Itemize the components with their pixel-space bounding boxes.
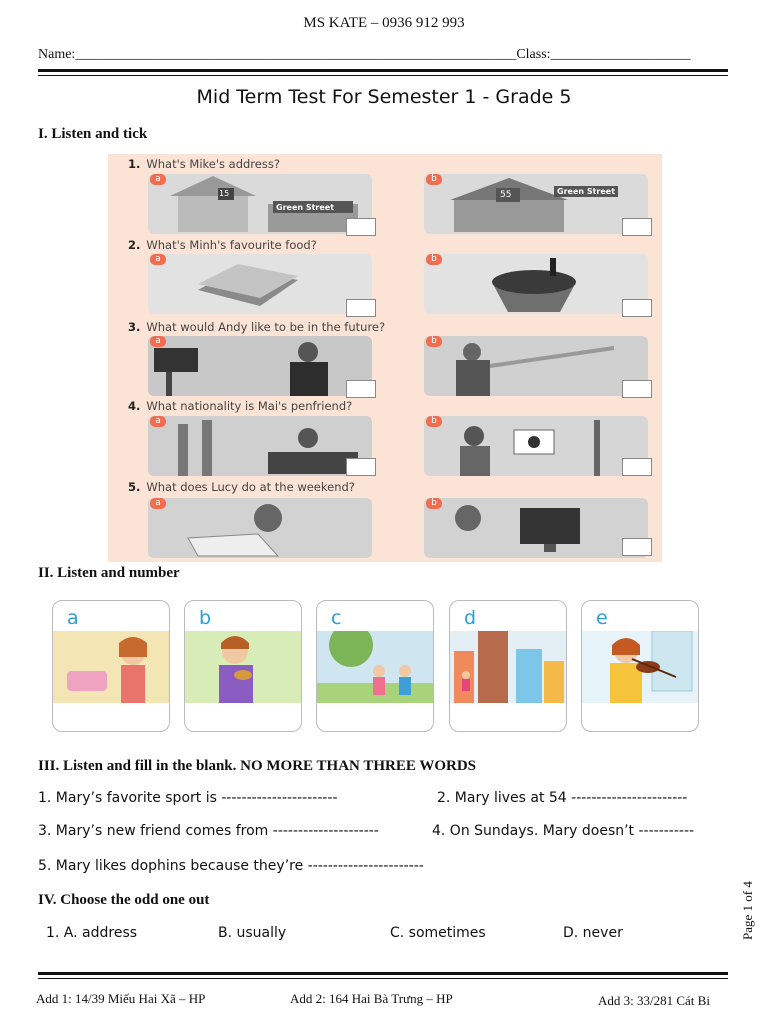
tick-box-4a[interactable]	[346, 458, 376, 476]
house-image	[424, 174, 648, 234]
question-number: 2.	[128, 238, 141, 252]
option-a-tag: a	[150, 498, 166, 509]
name-class-line	[38, 47, 691, 63]
option-b-tag: b	[426, 254, 442, 265]
section-1-heading: I. Listen and tick	[38, 126, 148, 142]
park-image	[317, 631, 433, 703]
question-1	[128, 157, 280, 171]
number-card-e	[581, 600, 699, 732]
question-number: 5.	[128, 480, 141, 494]
section-2-heading: II. Listen and number	[38, 565, 180, 581]
q2-option-a-image	[148, 254, 372, 314]
fill-blank-3: 3. Mary’s new friend comes from ---------------------	[38, 823, 379, 839]
tick-box-4b[interactable]	[622, 458, 652, 476]
number-card-a	[52, 600, 170, 732]
q4-option-b-image	[424, 416, 648, 476]
question-number: 4.	[128, 399, 141, 413]
footer-address-3: Add 3: 33/281 Cát Bi	[598, 993, 710, 1008]
option-b-tag: b	[426, 336, 442, 347]
number-card-b	[184, 600, 302, 732]
odd-one-option-c[interactable]: C. sometimes	[390, 925, 486, 941]
birthday-cake-image	[53, 631, 169, 703]
q5-option-b-image	[424, 498, 648, 558]
question-text: What's Minh's favourite food?	[146, 238, 317, 252]
question-text: What does Lucy do at the weekend?	[146, 480, 355, 494]
computer-image	[424, 498, 648, 558]
header-rule-thin	[38, 75, 728, 76]
question-3	[128, 320, 385, 334]
q4-option-a-image	[148, 416, 372, 476]
house-image	[148, 174, 372, 234]
fill-blank-4: 4. On Sundays. Mary doesn’t -----------	[432, 823, 695, 839]
option-b-tag: b	[426, 416, 442, 427]
firefighter-image	[424, 336, 648, 396]
test-title: Mid Term Test For Semester 1 - Grade 5	[196, 86, 572, 108]
class-label: Class:	[516, 47, 551, 62]
odd-one-option-d[interactable]: D. never	[563, 925, 623, 941]
name-blank: _______________________________________________________________	[75, 47, 517, 62]
header-rule-thick	[38, 69, 728, 72]
class-blank: ____________________	[550, 47, 691, 62]
question-text: What's Mike's address?	[146, 157, 280, 171]
header-title: MS KATE – 0936 912 993	[303, 15, 465, 31]
question-5	[128, 480, 355, 494]
fill-blank-2: 2. Mary lives at 54 -----------------------	[437, 790, 688, 806]
boy-eating-image	[185, 631, 301, 703]
option-b-tag: b	[426, 498, 442, 509]
street-sign-a: Green Street	[276, 203, 335, 212]
section-3-heading: III. Listen and fill in the blank. NO MORE THAN THREE WORDS	[38, 758, 477, 774]
card-letter: e	[596, 607, 608, 629]
sandwich-image	[148, 254, 372, 314]
q3-option-a-image	[148, 336, 372, 396]
tick-box-3b[interactable]	[622, 380, 652, 398]
cameraman-image	[148, 336, 372, 396]
japan-image	[424, 416, 648, 476]
tick-box-1b[interactable]	[622, 218, 652, 236]
q1-option-a-image	[148, 174, 372, 234]
card-letter: c	[331, 607, 342, 629]
footer-address-1: Add 1: 14/39 Miếu Hai Xã – HP	[36, 991, 206, 1006]
q2-option-b-image	[424, 254, 648, 314]
reading-image	[148, 498, 372, 558]
q5-option-a-image	[148, 498, 372, 558]
page-number: Page 1 of 4	[740, 881, 755, 940]
number-card-c	[316, 600, 434, 732]
question-text: What would Andy like to be in the future?	[146, 320, 386, 334]
number-card-d	[449, 600, 567, 732]
tick-box-1a[interactable]	[346, 218, 376, 236]
fill-blank-5: 5. Mary likes dophins because they’re -----------------------	[38, 858, 424, 874]
city-image	[450, 631, 566, 703]
listen-and-tick-picture	[108, 154, 662, 562]
street-sign-b: Green Street	[554, 186, 618, 197]
card-letter: b	[199, 607, 212, 629]
name-label: Name:	[38, 47, 76, 62]
footer-rule-thin	[38, 978, 728, 979]
cupcake-image	[424, 254, 648, 314]
option-a-tag: a	[150, 336, 166, 347]
q3-option-b-image	[424, 336, 648, 396]
question-2	[128, 238, 317, 252]
malaysia-image	[148, 416, 372, 476]
house-number-b: 55	[500, 190, 512, 200]
tick-box-2b[interactable]	[622, 299, 652, 317]
violin-girl-image	[582, 631, 698, 703]
odd-one-option-b[interactable]: B. usually	[218, 925, 287, 941]
card-letter: d	[464, 607, 477, 629]
odd-one-option-a[interactable]: 1. A. address	[46, 925, 138, 941]
option-a-tag: a	[150, 174, 166, 185]
house-number-a: 15	[219, 189, 230, 198]
question-4	[128, 399, 352, 413]
tick-box-3a[interactable]	[346, 380, 376, 398]
option-a-tag: a	[150, 254, 166, 265]
footer-rule-thick	[38, 972, 728, 975]
option-a-tag: a	[150, 416, 166, 427]
card-letter: a	[67, 607, 79, 629]
tick-box-5b[interactable]	[622, 538, 652, 556]
q1-option-b-image	[424, 174, 648, 234]
question-number: 3.	[128, 320, 141, 334]
footer-address-2: Add 2: 164 Hai Bà Trưng – HP	[290, 991, 453, 1006]
question-text: What nationality is Mai's penfriend?	[146, 399, 353, 413]
tick-box-2a[interactable]	[346, 299, 376, 317]
question-number: 1.	[128, 157, 141, 171]
option-b-tag: b	[426, 174, 442, 185]
fill-blank-1: 1. Mary’s favorite sport is -----------------------	[38, 790, 338, 806]
section-4-heading: IV. Choose the odd one out	[38, 892, 210, 908]
